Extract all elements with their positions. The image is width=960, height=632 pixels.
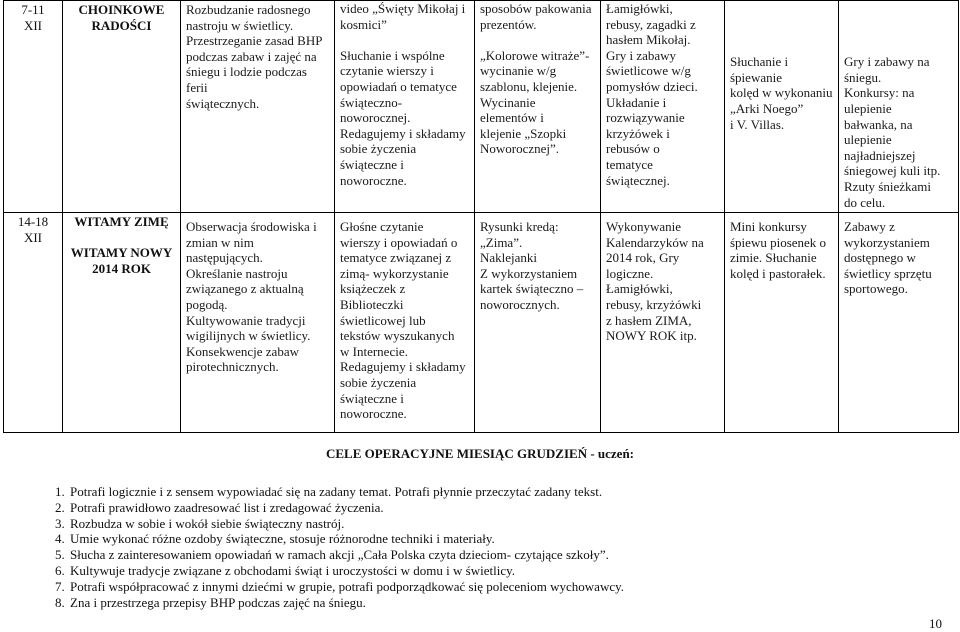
table-row [4, 213, 959, 433]
list-item: 8. Zna i przestrzega przepisy BHP podczas zajęć na śniegu. [68, 595, 624, 611]
list-item: 6. Kultywuje tradycje związane z obchodami świąt i uroczystości w domu i w świetlicy. [68, 563, 624, 579]
table-row [4, 1, 959, 213]
list-item: 4. Umie wykonać różne ozdoby świąteczne, stosuje różnorodne techniki i materiały. [68, 531, 624, 547]
list-item: 2. Potrafi prawidłowo zaadresować list i zredagować życzenia. [68, 500, 624, 516]
list-item: 7. Potrafi współpracować z innymi dziećmi w grupie, potrafi podporządkować się poleceniom wychowawcy. [68, 579, 624, 595]
games-cell: Wykonywanie Kalendarzyków na 2014 rok, Gry logiczne. Łamigłówki, rebusy, krzyżówki z hasłem ZIMA, NOWY ROK itp. [601, 213, 725, 433]
sport-cell: Gry i zabawy na śniegu. Konkursy: na ulepienie bałwanka, na ulepienie najładniejszej śniegowej kuli itp. Rzuty śnieżkami do celu. [839, 1, 959, 213]
sport-cell: Zabawy z wykorzystaniem dostępnego w świetlicy sprzętu sportowego. [839, 213, 959, 433]
list-item: 3. Rozbudza w sobie i wokół siebie świąteczny nastrój. [68, 516, 624, 532]
music-cell: Mini konkursy śpiewu piosenek o zimie. Słuchanie kolęd i pastorałek. [725, 213, 839, 433]
art-cell: sposobów pakowania prezentów. „Kolorowe witraże”- wycinanie w/g szablonu, klejenie. Wycinanie elementów i klejenie „Szopki Noworocznej”. [475, 1, 601, 213]
list-item: 5. Słucha z zainteresowaniem opowiadań w ramach akcji „Cała Polska czyta dzieciom- czytające szkoły”. [68, 547, 624, 563]
date-cell: 7-11 XII [4, 1, 63, 213]
activity-plan-table [3, 0, 959, 433]
goals-heading: CELE OPERACYJNE MIESIĄC GRUDZIEŃ - uczeń: [325, 446, 635, 461]
goals-cell: Obserwacja środowiska i zmian w nim następujących. Określanie nastroju związanego z aktualną pogodą. Kultywowanie tradycji wigilijnych w świetlicy. Konsekwencje zabaw pirotechnicznych. [181, 213, 335, 433]
reading-cell: video „Święty Mikołaj i kosmici” Słuchanie i wspólne czytanie wierszy i opowiadań o tematyce świąteczno- noworocznej. Redagujemy i składamy sobie życzenia świąteczne i noworoczne. [335, 1, 475, 213]
games-cell: Łamigłówki, rebusy, zagadki z hasłem Mikołaj. Gry i zabawy świetlicowe w/g pomysłów dzieci. Układanie i rozwiązywanie krzyżówek i rebusów o tematyce świątecznej. [601, 1, 725, 213]
theme-cell: CHOINKOWE RADOŚCI [63, 1, 181, 213]
list-item: 1. Potrafi logicznie i z sensem wypowiadać się na zadany temat. Potrafi płynnie przeczytać zadany tekst. [68, 484, 624, 500]
music-cell: Słuchanie i śpiewanie kolęd w wykonaniu „Arki Noego” i V. Villas. [725, 1, 839, 213]
goals-list [40, 484, 624, 610]
goals-cell: Rozbudzanie radosnego nastroju w świetlicy. Przestrzeganie zasad BHP podczas zabaw i zajęć na śniegu i lodzie podczas ferii świątecznych. [181, 1, 335, 213]
date-cell: 14-18 XII [4, 213, 63, 433]
theme-cell: WITAMY ZIMĘ WITAMY NOWY 2014 ROK [63, 213, 181, 433]
reading-cell: Głośne czytanie wierszy i opowiadań o tematyce związanej z zimą- wykorzystanie książeczek z Biblioteczki świetlicowej lub tekstów wyszukanych w Internecie. Redagujemy i składamy sobie życzenia świąteczne i noworoczne. [335, 213, 475, 433]
art-cell: Rysunki kredą: „Zima”. Naklejanki Z wykorzystaniem kartek świąteczno – noworocznych. [475, 213, 601, 433]
page-number: 10 [929, 616, 942, 631]
